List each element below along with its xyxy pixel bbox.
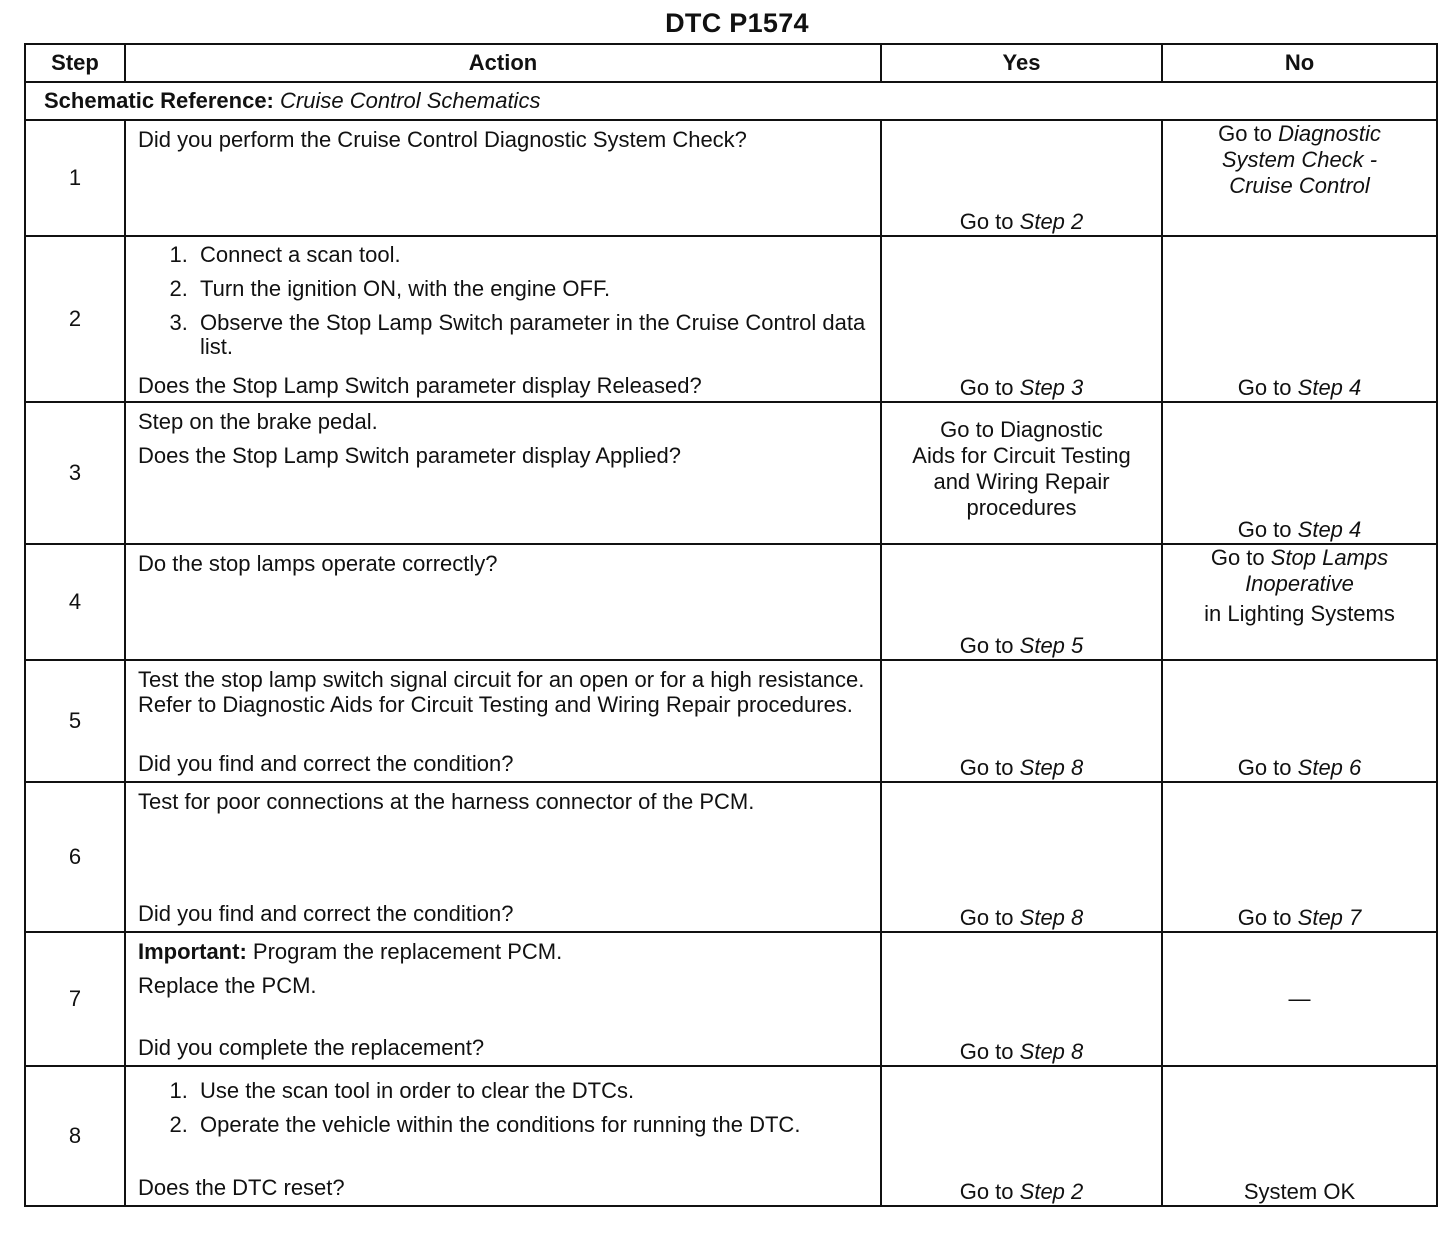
step-link: Step 8 bbox=[1019, 905, 1084, 930]
action-cell: 1. Use the scan tool in order to clear the DTCs. 2. Operate the vehicle within the conditions for running the DTC. Does the DTC reset? bbox=[125, 1066, 881, 1206]
action-steps: 1. Connect a scan tool. 2. Turn the ignition ON, with the engine OFF. 3. Observe the Stop Lamp Switch parameter in the Cruise Control data list. bbox=[138, 243, 868, 369]
action-cell: Important: Program the replacement PCM. Replace the PCM. Did you complete the replacement? bbox=[125, 932, 881, 1066]
yes-cell: Go to Step 2 bbox=[881, 120, 1162, 236]
table-row bbox=[25, 544, 1437, 660]
action-cell: Test the stop lamp switch signal circuit for an open or for a high resistance. Refer to Diagnostic Aids for Circuit Testing and Wiring Repair procedures. Did you find and correct the condition? bbox=[125, 660, 881, 782]
schematic-row bbox=[25, 82, 1437, 120]
step-number: 6 bbox=[25, 782, 125, 932]
action-cell: 1. Connect a scan tool. 2. Turn the ignition ON, with the engine OFF. 3. Observe the Stop Lamp Switch parameter in the Cruise Control data list. Does the Stop Lamp Switch parameter display Released? bbox=[125, 236, 881, 402]
step-link: Step 8 bbox=[1019, 755, 1084, 780]
table-row bbox=[25, 1066, 1437, 1206]
header-action: Action bbox=[125, 44, 881, 82]
header-no: No bbox=[1162, 44, 1437, 82]
no-cell: Go to Step 7 bbox=[1162, 782, 1437, 932]
step-link: Step 2 bbox=[1019, 1179, 1084, 1204]
no-cell: Go to Diagnostic System Check - Cruise Control bbox=[1162, 120, 1437, 236]
header-step: Step bbox=[25, 44, 125, 82]
step-number: 1 bbox=[25, 120, 125, 236]
step-number: 8 bbox=[25, 1066, 125, 1206]
table-row bbox=[25, 120, 1437, 236]
table-row bbox=[25, 236, 1437, 402]
step-link: Step 4 bbox=[1297, 517, 1362, 542]
no-cell: Go to Step 6 bbox=[1162, 660, 1437, 782]
no-cell: Go to Stop Lamps Inoperative in Lighting Systems bbox=[1162, 544, 1437, 660]
header-row bbox=[25, 44, 1437, 82]
diagnostic-table bbox=[24, 43, 1438, 1207]
yes-cell: Go to Diagnostic Aids for Circuit Testing and Wiring Repair procedures bbox=[881, 402, 1162, 544]
step-link: Step 5 bbox=[1019, 633, 1084, 658]
step-link: Step 6 bbox=[1297, 755, 1362, 780]
yes-cell: Go to Step 3 bbox=[881, 236, 1162, 402]
yes-cell: Go to Step 8 bbox=[881, 932, 1162, 1066]
step-link: Step 8 bbox=[1019, 1039, 1084, 1064]
no-cell: Go to Step 4 bbox=[1162, 236, 1437, 402]
step-link: Step 3 bbox=[1019, 375, 1084, 400]
yes-cell: Go to Step 2 bbox=[881, 1066, 1162, 1206]
step-number: 2 bbox=[25, 236, 125, 402]
no-cell: System OK bbox=[1162, 1066, 1437, 1206]
action-cell: Test for poor connections at the harness connector of the PCM. Did you find and correct the condition? bbox=[125, 782, 881, 932]
table-row bbox=[25, 932, 1437, 1066]
header-yes: Yes bbox=[881, 44, 1162, 82]
table-row bbox=[25, 660, 1437, 782]
page-title: DTC P1574 bbox=[665, 8, 809, 38]
yes-cell: Go to Step 5 bbox=[881, 544, 1162, 660]
action-cell: Did you perform the Cruise Control Diagnostic System Check? bbox=[125, 120, 881, 236]
procedure-link: Diagnostic bbox=[1278, 121, 1381, 146]
step-number: 4 bbox=[25, 544, 125, 660]
step-number: 3 bbox=[25, 402, 125, 544]
step-link: Step 4 bbox=[1297, 375, 1362, 400]
schematic-reference: Schematic Reference: Cruise Control Schematics bbox=[25, 82, 1437, 120]
step-link: Step 2 bbox=[1019, 209, 1084, 234]
step-number: 5 bbox=[25, 660, 125, 782]
no-cell: Go to Step 4 bbox=[1162, 402, 1437, 544]
procedure-link: Stop Lamps bbox=[1270, 545, 1389, 570]
step-link: Step 7 bbox=[1297, 905, 1362, 930]
step-number: 7 bbox=[25, 932, 125, 1066]
no-cell: — bbox=[1162, 932, 1437, 1066]
important-note: Important: Program the replacement PCM. bbox=[138, 939, 563, 964]
yes-cell: Go to Step 8 bbox=[881, 660, 1162, 782]
action-cell: Do the stop lamps operate correctly? bbox=[125, 544, 881, 660]
yes-cell: Go to Step 8 bbox=[881, 782, 1162, 932]
schematic-link: Cruise Control Schematics bbox=[280, 88, 541, 113]
table-row bbox=[25, 402, 1437, 544]
action-steps: 1. Use the scan tool in order to clear the DTCs. 2. Operate the vehicle within the conditions for running the DTC. bbox=[138, 1079, 868, 1147]
action-cell: Step on the brake pedal. Does the Stop Lamp Switch parameter display Applied? bbox=[125, 402, 881, 544]
table-row bbox=[25, 782, 1437, 932]
